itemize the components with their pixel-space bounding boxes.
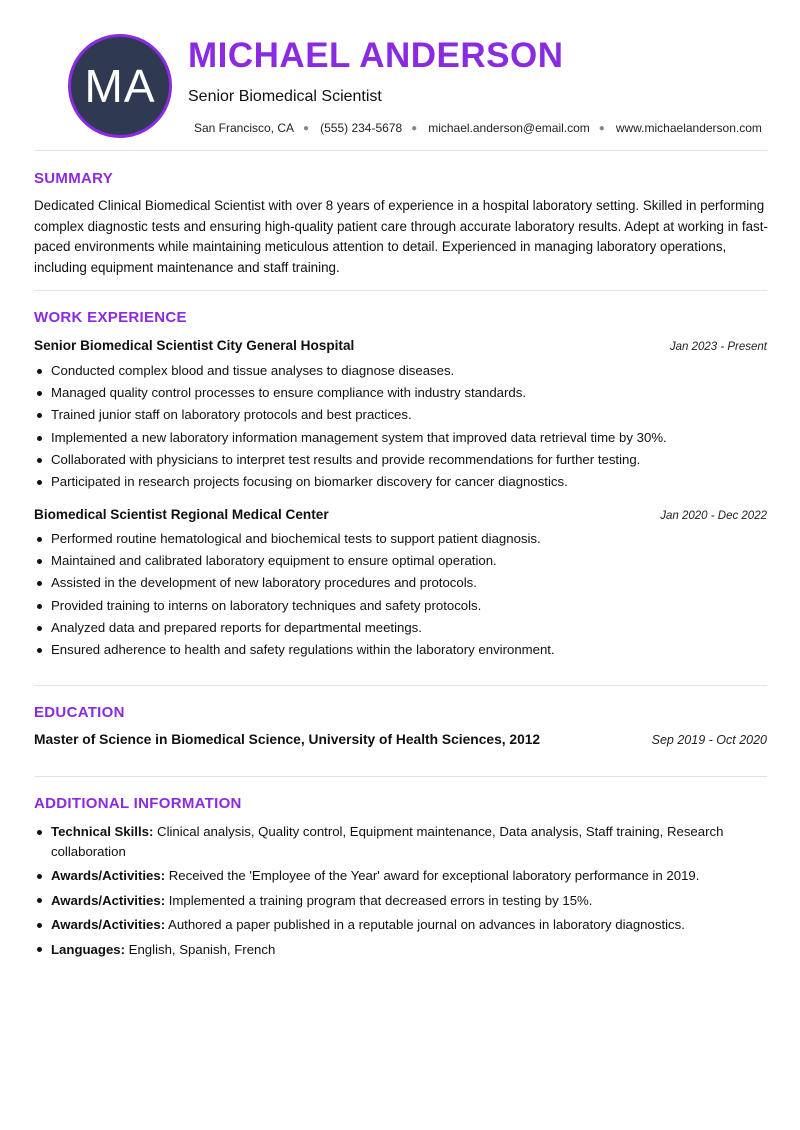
info-label: Awards/Activities: (51, 917, 166, 932)
list-item (34, 940, 767, 960)
job-title: Biomedical Scientist Regional Medical Center (34, 507, 329, 522)
list-item (34, 822, 767, 861)
info-text: English, Spanish, French (125, 941, 276, 957)
list-item: Collaborated with physicians to interpret test results and provide recommendations for further testing. (34, 449, 767, 471)
info-text: Implemented a training program that decreased errors in testing by 15%. (165, 892, 593, 908)
job-bullet-list (34, 528, 767, 661)
list-item: Assisted in the development of new laboratory procedures and protocols. (34, 572, 767, 594)
candidate-name: MICHAEL ANDERSON (188, 36, 564, 75)
job-title: Senior Biomedical Scientist City General Hospital (34, 338, 355, 353)
education-degree: Master of Science in Biomedical Science, University of Health Sciences, 2012 (34, 732, 541, 747)
list-item: Participated in research projects focusing on biomarker discovery for cancer diagnostics. (34, 471, 767, 493)
info-text: Received the 'Employee of the Year' award for exceptional laboratory performance in 2019. (165, 868, 700, 883)
info-text: Clinical analysis, Quality control, Equipment maintenance, Data analysis, Staff training, Research collaboration (51, 824, 724, 859)
contact-email[interactable]: michael.anderson@email.com (428, 121, 590, 135)
list-item (34, 915, 767, 935)
section-divider (34, 150, 767, 151)
list-item: Provided training to interns on laboratory techniques and safety protocols. (34, 595, 767, 617)
additional-info-list (34, 822, 767, 964)
avatar-initials: MA (84, 60, 156, 112)
education-heading: EDUCATION (34, 704, 125, 721)
avatar (68, 34, 172, 138)
info-text: Authored a paper published in a reputable journal on advances in laboratory diagnostics. (165, 917, 685, 932)
list-item: Maintained and calibrated laboratory equipment to ensure optimal operation. (34, 550, 767, 572)
list-item (34, 891, 767, 911)
contact-location: San Francisco, CA (194, 121, 295, 135)
section-divider (34, 776, 767, 777)
summary-heading: SUMMARY (34, 170, 114, 187)
section-divider (34, 685, 767, 686)
bullet-separator-icon: ● (303, 122, 310, 134)
bullet-separator-icon: ● (598, 122, 605, 134)
list-item: Trained junior staff on laboratory protocols and best practices. (34, 404, 767, 426)
info-label: Awards/Activities: (51, 868, 166, 883)
job-header (34, 338, 767, 353)
list-item: Ensured adherence to health and safety regulations within the laboratory environment. (34, 639, 767, 661)
contact-website[interactable]: www.michaelanderson.com (615, 121, 762, 135)
info-label: Technical Skills: (51, 824, 154, 839)
job-dates: Jan 2023 - Present (669, 341, 767, 353)
list-item: Conducted complex blood and tissue analyses to diagnose diseases. (34, 360, 767, 382)
contact-phone: (555) 234-5678 (320, 121, 403, 135)
bullet-separator-icon: ● (411, 122, 418, 134)
list-item: Analyzed data and prepared reports for departmental meetings. (34, 617, 767, 639)
job-dates: Jan 2020 - Dec 2022 (660, 510, 767, 522)
job-header (34, 507, 767, 522)
job-bullet-list (34, 360, 767, 493)
summary-text: Dedicated Clinical Biomedical Scientist with over 8 years of experience in a hospital laboratory setting. Skilled in performing complex diagnostic tests and ensuring high-quality patient care through accurate laboratory results. Adept at working in fast-paced environments while maintaining meticulous attention to detail. Experienced in managing laboratory operations, including equipment maintenance and staff training. (34, 198, 768, 275)
contact-line (194, 121, 762, 135)
list-item: Implemented a new laboratory information management system that improved data retrieval time by 30%. (34, 427, 767, 449)
education-entry (34, 732, 767, 747)
info-label: Awards/Activities: (51, 892, 166, 908)
list-item: Managed quality control processes to ensure compliance with industry standards. (34, 382, 767, 404)
resume-header (34, 0, 767, 150)
education-dates: Sep 2019 - Oct 2020 (651, 733, 767, 747)
experience-heading: WORK EXPERIENCE (34, 309, 187, 326)
section-divider (34, 290, 767, 291)
list-item (34, 866, 767, 886)
info-label: Languages: (51, 941, 126, 957)
candidate-title: Senior Biomedical Scientist (188, 88, 382, 105)
list-item: Performed routine hematological and biochemical tests to support patient diagnosis. (34, 528, 767, 550)
additional-info-heading: ADDITIONAL INFORMATION (34, 795, 242, 812)
